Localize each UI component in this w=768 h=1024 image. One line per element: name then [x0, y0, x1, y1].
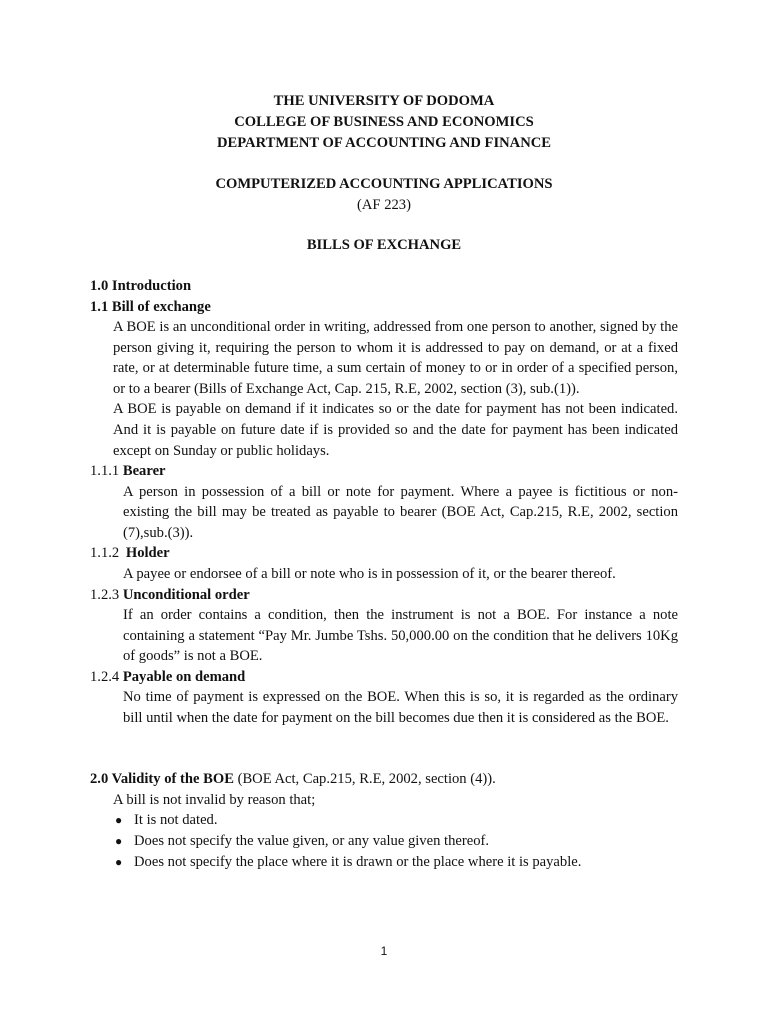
- unconditional-order-number: 1.2.3: [90, 586, 120, 603]
- holder-paragraph: A payee or endorsee of a bill or note who is in possession of it, or the bearer thereof.: [123, 565, 616, 582]
- course-code: (AF 223): [357, 197, 411, 213]
- unconditional-order-heading: [90, 585, 678, 606]
- section-1: [90, 276, 678, 729]
- section-1-1-heading: 1.1 Bill of exchange: [90, 298, 211, 315]
- section-2-reference: (BOE Act, Cap.215, R.E, 2002, section (4)).: [233, 771, 496, 787]
- payable-on-demand-heading: [90, 667, 678, 688]
- bearer-number: 1.1.1: [90, 463, 120, 480]
- list-item: [113, 831, 678, 852]
- course-block: [0, 174, 768, 216]
- holder-heading: [90, 543, 678, 564]
- bullet-text: Does not specify the value given, or any value given thereof.: [134, 833, 489, 850]
- payable-on-demand-title: Payable on demand: [122, 668, 246, 685]
- bearer-title: Bearer: [122, 463, 166, 480]
- unconditional-order-title: Unconditional order: [122, 586, 250, 603]
- section-2: [90, 769, 678, 873]
- section-2-heading: [90, 769, 678, 790]
- institution-header: [0, 91, 768, 154]
- page-number: 1: [380, 944, 388, 958]
- holder-title: Holder: [125, 545, 170, 562]
- section-2-title: 2.0 Validity of the BOE: [90, 771, 234, 787]
- payable-on-demand-paragraph: No time of payment is expressed on the BOE. When this is so, it is regarded as the ordinary bill until when the date for payment on the bill becomes due then it is considered as the BOE.: [123, 689, 678, 726]
- bullet-text: It is not dated.: [134, 812, 218, 829]
- section-2-intro: A bill is not invalid by reason that;: [113, 791, 316, 808]
- list-item: [113, 852, 678, 873]
- payable-on-demand-number: 1.2.4: [90, 668, 120, 685]
- bullet-text: Does not specify the place where it is drawn or the place where it is payable.: [134, 854, 582, 871]
- course-title: COMPUTERIZED ACCOUNTING APPLICATIONS: [215, 176, 553, 192]
- bullet-icon: ●: [115, 813, 123, 828]
- document-title-block: [0, 235, 768, 256]
- bullet-icon: ●: [115, 834, 123, 849]
- bearer-heading: [90, 461, 678, 482]
- boe-definition-paragraph: A BOE is an unconditional order in writing, addressed from one person to another, signed by the person giving it, requiring the person to whom it is addressed to pay on demand, or at a fixed rate, or at determinable future time, a sum certain of money to or in order of a specified person, or to a bearer (Bills of Exchange Act, Cap. 215, R.E, 2002, section (3), sub.(1)).: [113, 319, 678, 397]
- bullet-icon: ●: [115, 855, 123, 870]
- holder-number: 1.1.2: [90, 545, 120, 562]
- section-1-heading: 1.0 Introduction: [90, 278, 192, 294]
- bearer-paragraph: A person in possession of a bill or note for payment. Where a payee is fictitious or non-existing the bill may be treated as payable to bearer (BOE Act, Cap.215, R.E, 2002, section (7),sub.(3)).: [123, 483, 678, 541]
- validity-bullet-list: [113, 810, 678, 873]
- university-name: THE UNIVERSITY OF DODOMA: [273, 93, 495, 109]
- boe-payable-paragraph: A BOE is payable on demand if it indicates so or the date for payment has not been indicated. And it is payable on future date if is provided so and the date for payment has been indicated except on Sunday or public holidays.: [113, 401, 678, 459]
- unconditional-order-paragraph: If an order contains a condition, then the instrument is not a BOE. For instance a note containing a statement “Pay Mr. Jumbe Tshs. 50,000.00 on the condition that he delivers 10Kg of goods” is not a BOE.: [123, 607, 678, 665]
- department-name: DEPARTMENT OF ACCOUNTING AND FINANCE: [216, 135, 552, 151]
- college-name: COLLEGE OF BUSINESS AND ECONOMICS: [234, 114, 534, 130]
- list-item: [113, 810, 678, 831]
- document-title: BILLS OF EXCHANGE: [306, 237, 462, 253]
